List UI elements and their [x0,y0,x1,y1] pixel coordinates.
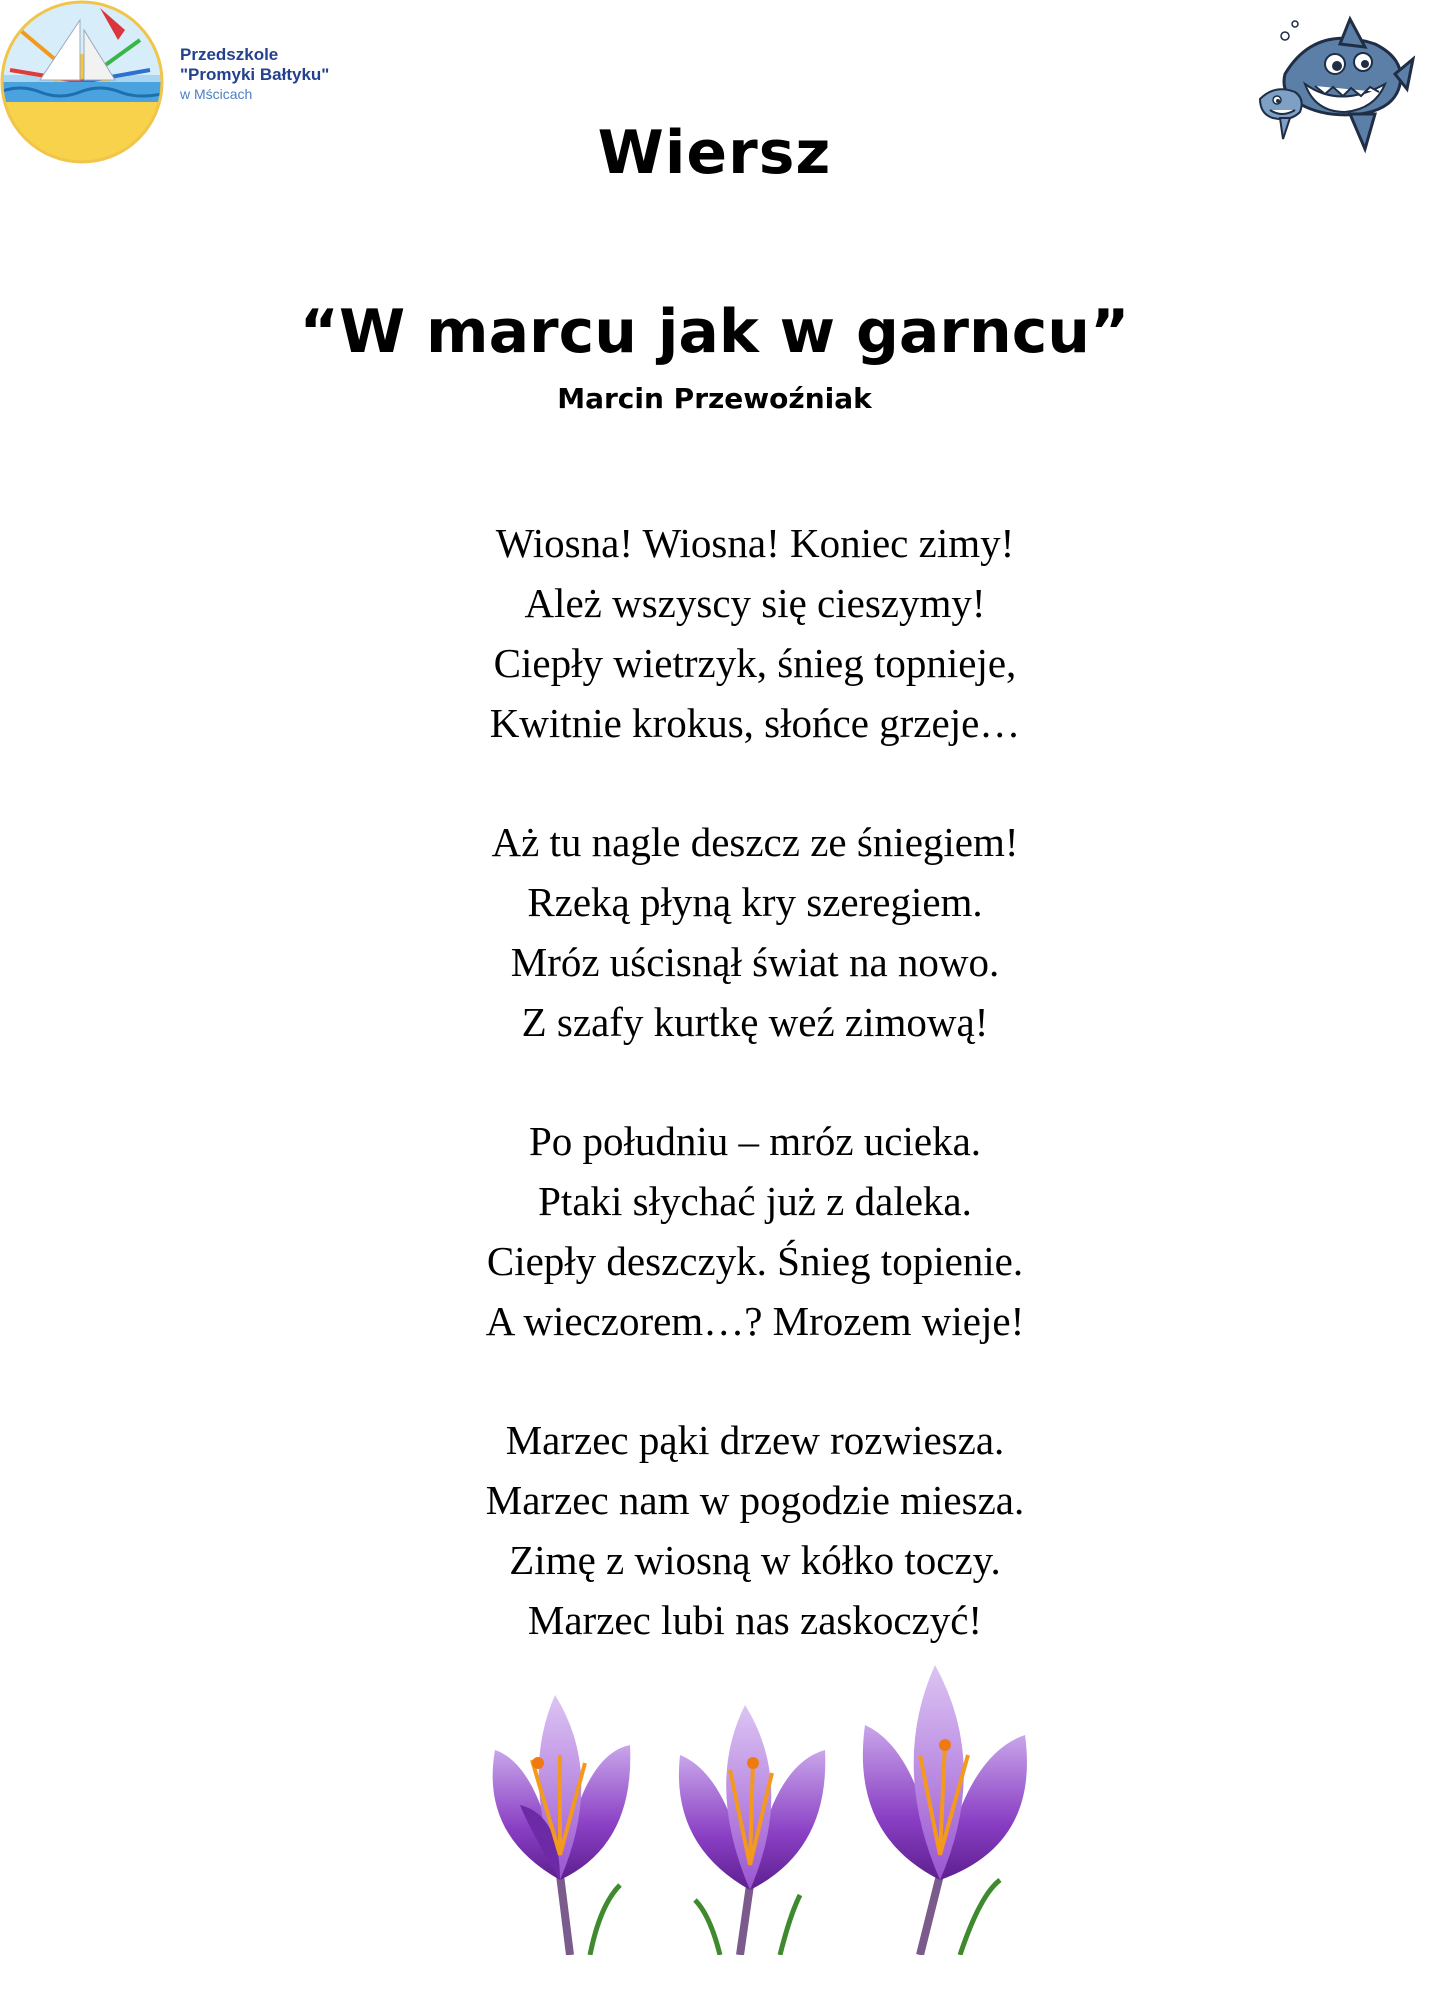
poem-line: Ciepły deszczyk. Śnieg topienie. [486,1238,1024,1284]
stanza [380,812,1130,1052]
stanza [380,1410,1130,1650]
poem-line: Marzec nam w pogodzie miesza. [485,1477,1025,1523]
poem-title: “W marcu jak w garncu” [299,297,1130,367]
poem-line: Zimę z wiosną w kółko toczy. [509,1537,1001,1583]
poem-line: Z szafy kurtkę weź zimową! [521,999,989,1045]
poem-author: Marcin Przewoźniak [557,382,872,415]
poem-line: Marzec lubi nas zaskoczyć! [527,1597,983,1643]
school-name-line2: "Promyki Bałtyku" [180,65,330,84]
school-name-line1: Przedszkole [180,45,279,64]
stanza [380,513,1130,753]
poem-line: Wiosna! Wiosna! Koniec zimy! [495,520,1015,566]
poem-line: Mróz uścisnął świat na nowo. [510,939,1000,985]
poem-line: Ptaki słychać już z daleka. [538,1178,972,1224]
poem-line: A wieczorem…? Mrozem wieje! [485,1298,1025,1344]
poem-line: Rzeką płyną kry szeregiem. [527,879,983,925]
poem-line: Ciepły wietrzyk, śnieg topnieje, [493,640,1017,686]
poem-line: Aż tu nagle deszcz ze śniegiem! [491,819,1019,865]
crocus-flowers-illustration [420,1655,1130,1955]
poem-body [380,513,1130,1709]
poem-line: Ależ wszyscy się cieszymy! [524,580,986,626]
poem-line: Kwitnie krokus, słońce grzeje… [489,700,1021,746]
page-heading: Wiersz [597,118,832,188]
school-name [180,45,329,103]
stanza [380,1111,1130,1351]
school-name-line3: w Mścicach [180,86,253,102]
poem-line: Marzec pąki drzew rozwiesza. [505,1417,1005,1463]
poem-line: Po południu – mróz ucieka. [528,1118,982,1164]
